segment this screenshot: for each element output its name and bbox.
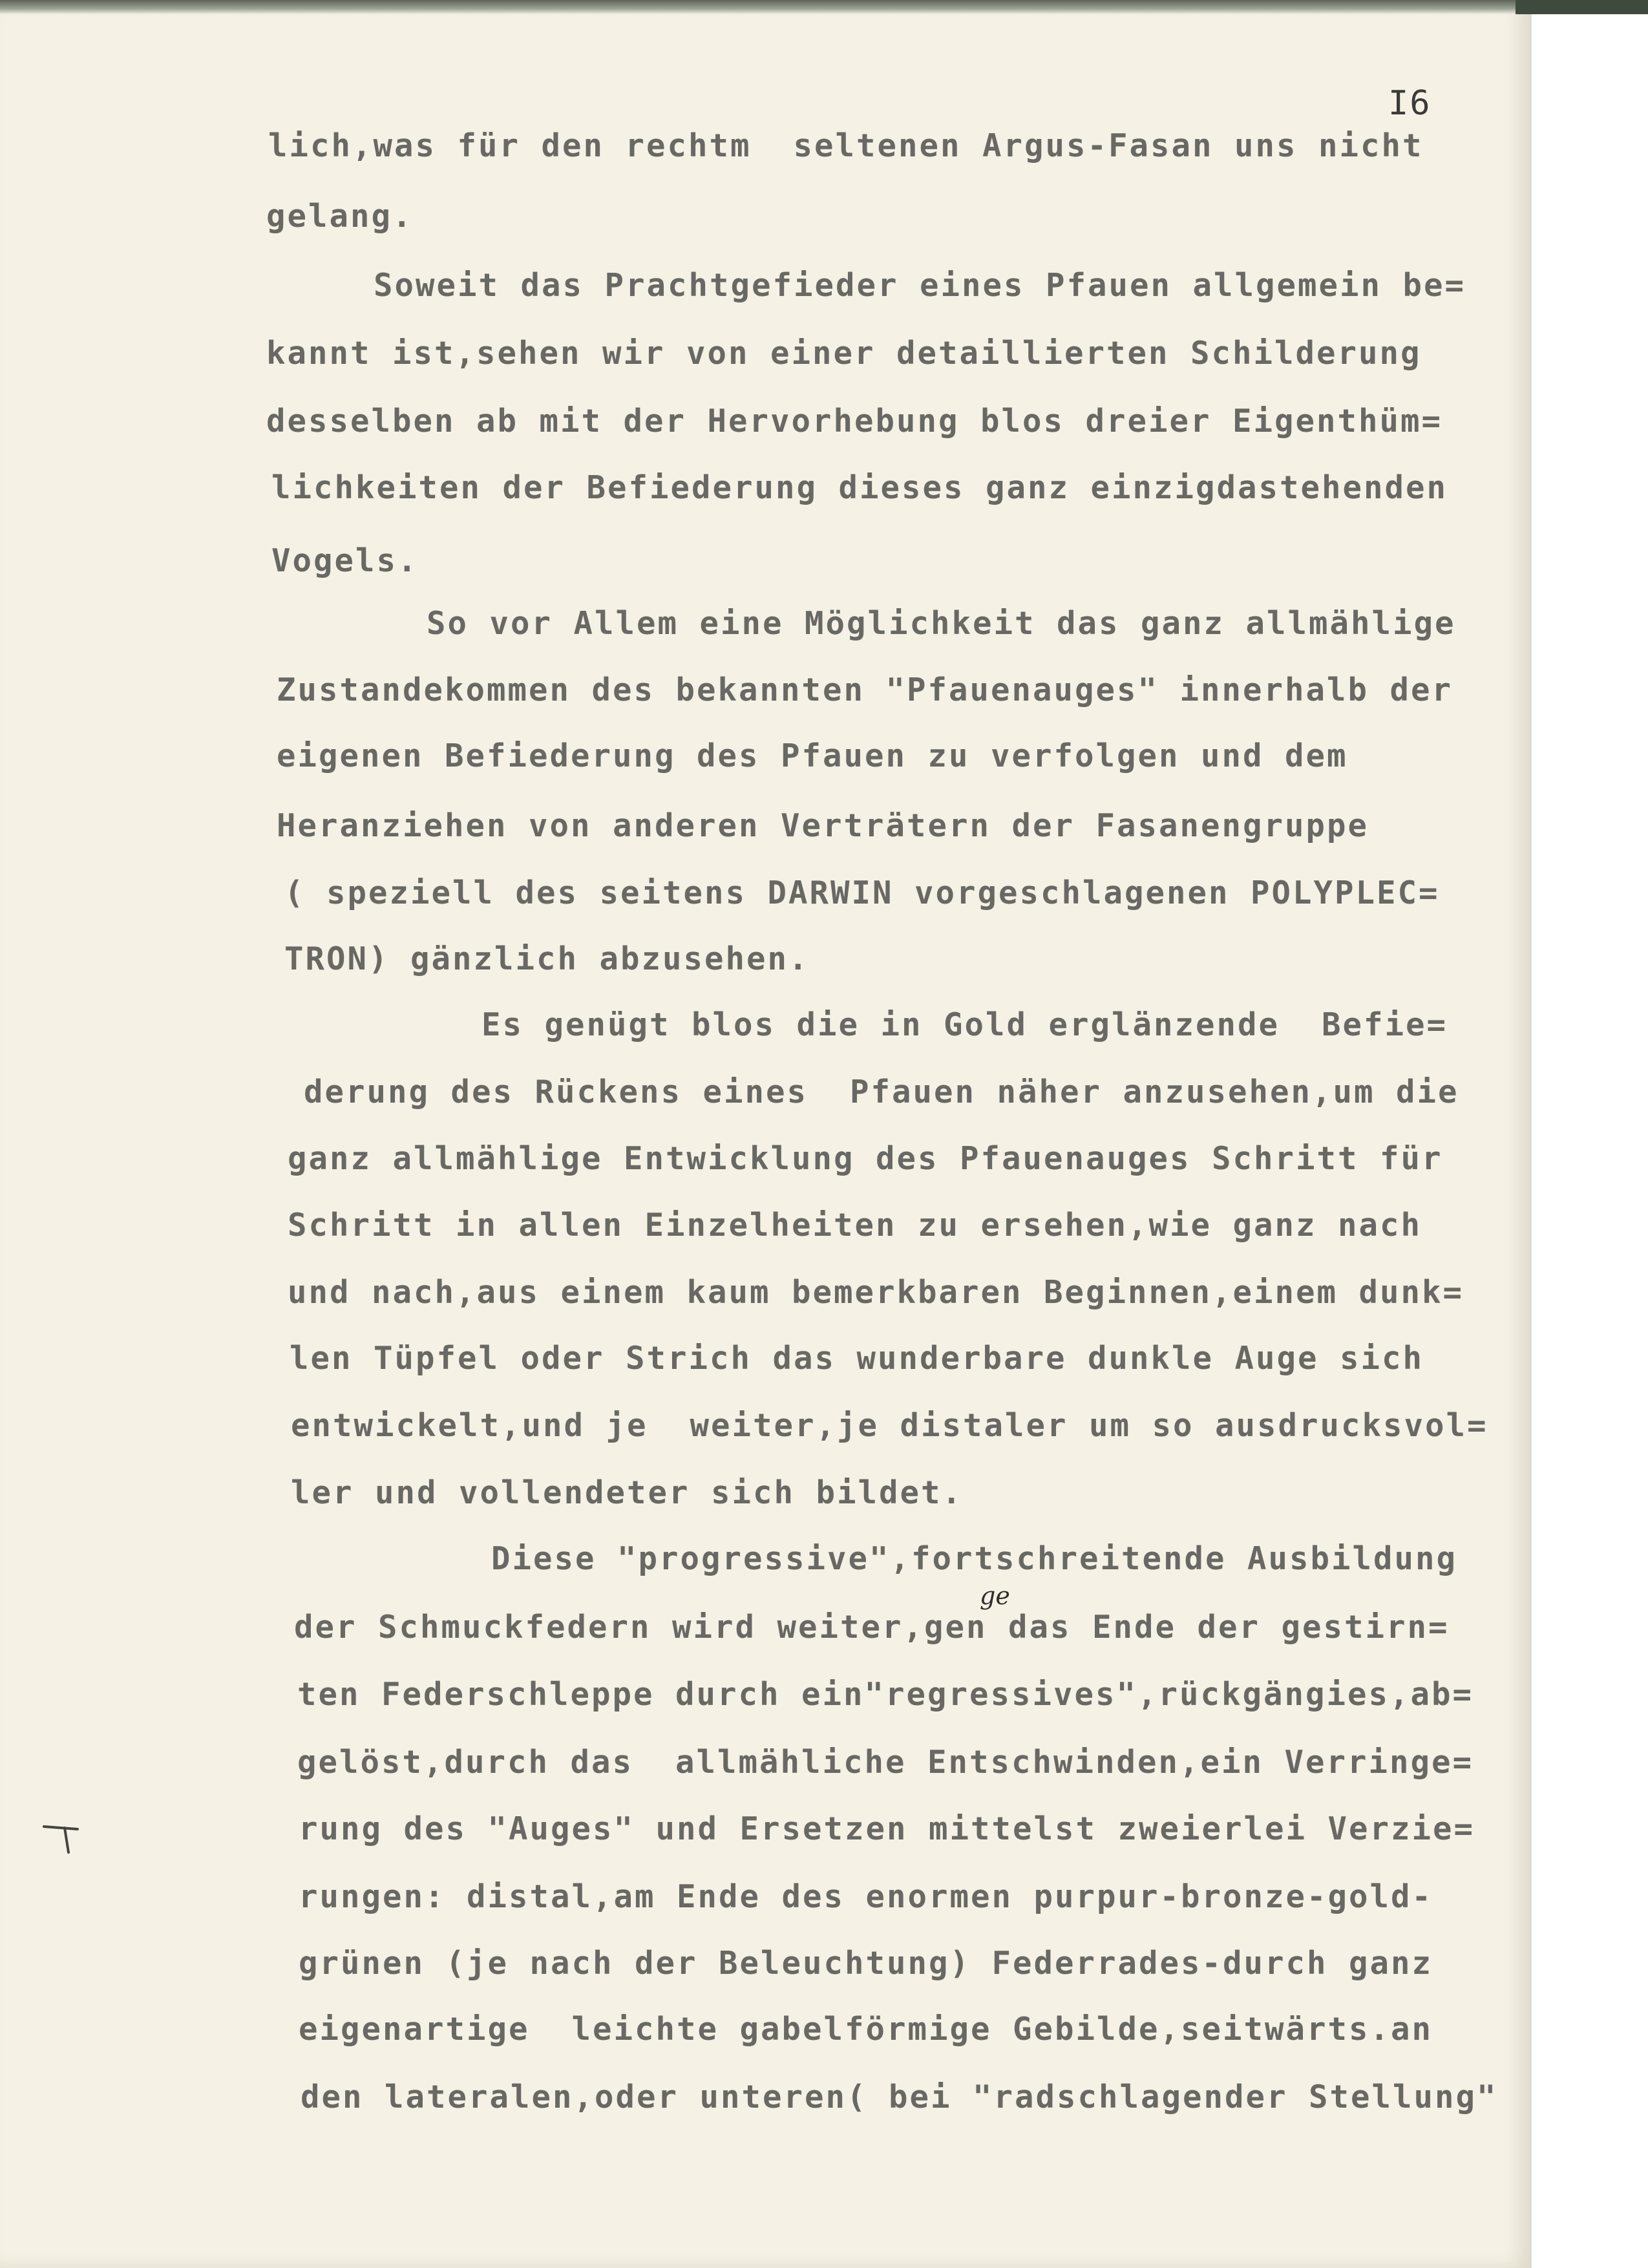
text-line: len Tüpfel oder Strich das wunderbare dunkle Auge sich: [290, 1340, 1424, 1377]
text-line: gelöst,durch das allmähliche Entschwinden,ein Verringe=: [297, 1744, 1474, 1781]
text-line: Schritt in allen Einzelheiten zu ersehen,wie ganz nach: [288, 1207, 1422, 1244]
text-line: TRON) gänzlich abzusehen.: [284, 940, 810, 977]
page-number: I6: [1388, 84, 1431, 123]
background-dark-corner: [1516, 0, 1648, 14]
text-line: ler und vollendeter sich bildet.: [291, 1474, 964, 1511]
text-line: eigenartige leichte gabelförmige Gebilde,seitwärts.an: [299, 2011, 1433, 2048]
text-line: kannt ist,sehen wir von einer detaillierten Schilderung: [266, 335, 1422, 372]
text-line: grünen (je nach der Beleuchtung) Federrades-durch ganz: [299, 1945, 1433, 1982]
text-line: gelang.: [266, 198, 414, 235]
text-line: Heranziehen von anderen Verträtern der Fasanengruppe: [277, 807, 1369, 844]
text-line: Diese "progressive",fortschreitende Ausbildung: [491, 1540, 1458, 1577]
text-line: derung des Rückens eines Pfauen näher anzusehen,um die: [304, 1074, 1459, 1110]
text-line: entwickelt,und je weiter,je distaler um so ausdrucksvol=: [291, 1407, 1488, 1444]
text-line: Vogels.: [271, 542, 419, 579]
text-line: der Schmuckfedern wird weiter,gen das Ende der gestirn=: [294, 1609, 1450, 1646]
text-line: lichkeiten der Befiederung dieses ganz einzigdastehenden: [271, 469, 1448, 506]
text-line: lich,was für den rechtm seltenen Argus-Fasan uns nicht: [268, 127, 1424, 164]
text-line: eigenen Befiederung des Pfauen zu verfolgen und dem: [277, 737, 1348, 774]
text-line: ganz allmählige Entwicklung des Pfauenauges Schritt für: [288, 1140, 1443, 1177]
background-strip: [1532, 0, 1648, 2268]
text-line: und nach,aus einem kaum bemerkbaren Beginnen,einem dunk=: [288, 1274, 1464, 1311]
text-line: den lateralen,oder unteren( bei "radschlagender Stellung": [301, 2079, 1498, 2115]
text-line: rungen: distal,am Ende des enormen purpur-bronze-gold-: [299, 1878, 1433, 1915]
text-line: Es genügt blos die in Gold erglänzende Befie=: [481, 1006, 1448, 1043]
text-line: Zustandekommen des bekannten "Pfauenauges" innerhalb der: [277, 672, 1453, 708]
svg-text:ge: ge: [980, 1582, 1010, 1610]
text-line: Soweit das Prachtgefieder eines Pfauen allgemein be=: [374, 267, 1466, 304]
text-line: ( speziell des seitens DARWIN vorgeschlagenen POLYPLEC=: [284, 874, 1440, 911]
text-line: rung des "Auges" und Ersetzen mittelst zweierlei Verzie=: [299, 1810, 1475, 1847]
handwritten-correction-mark: [975, 1578, 1020, 1617]
text-line: So vor Allem eine Möglichkeit das ganz allmählige: [427, 605, 1456, 642]
page-top-edge: [0, 0, 1532, 14]
text-line: desselben ab mit der Hervorhebung blos dreier Eigenthüm=: [266, 403, 1443, 440]
text-line: ten Federschleppe durch ein"regressives",rückgängies,ab=: [297, 1676, 1474, 1713]
margin-pencil-mark: [39, 1815, 84, 1860]
